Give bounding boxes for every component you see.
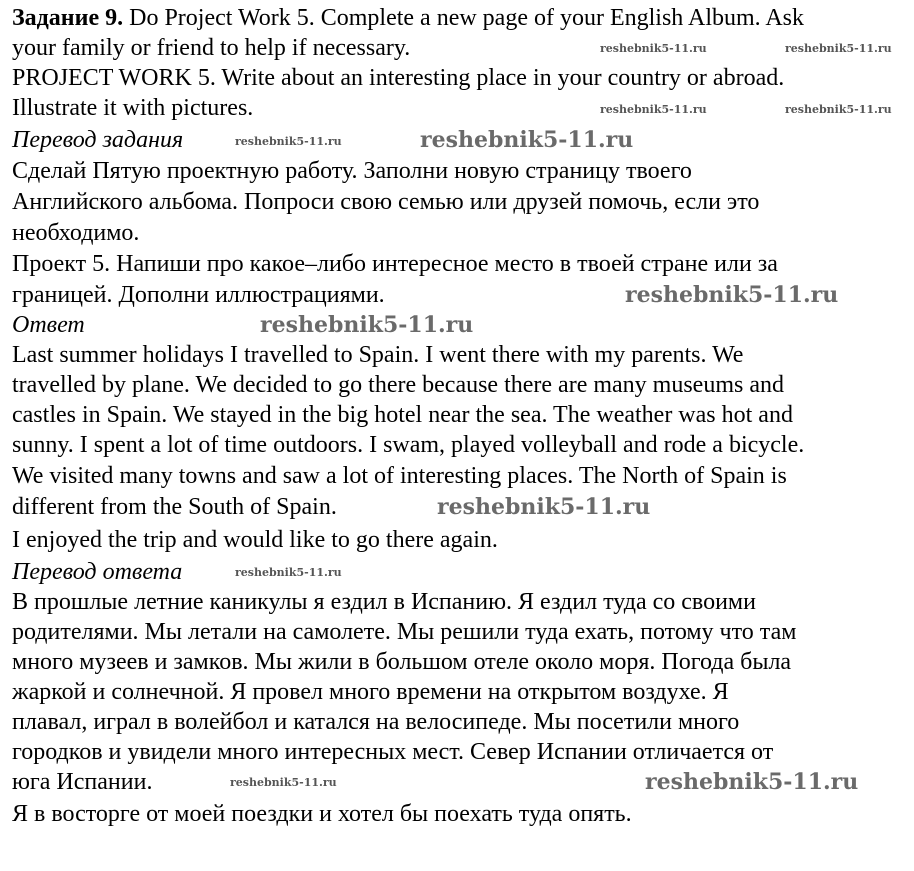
watermark: reshebnik5-11.ru	[625, 282, 839, 308]
task-line: your family or friend to help if necessary.	[12, 35, 411, 61]
task-translation-line: границей. Дополни иллюстрациями.	[12, 282, 385, 308]
answer-translation-line: родителями. Мы летали на самолете. Мы решили туда ехать, потому что там	[12, 619, 797, 645]
answer-line: sunny. I spent a lot of time outdoors. I swam, played volleyball and rode a bicycle.	[12, 432, 805, 458]
answer-line: travelled by plane. We decided to go there because there are many museums and	[12, 372, 784, 398]
answer-translation-heading: Перевод ответа	[12, 559, 183, 585]
answer-translation-line: юга Испании.	[12, 769, 153, 795]
answer-line: I enjoyed the trip and would like to go there again.	[12, 527, 498, 553]
answer-translation-line: городков и увидели много интересных мест. Север Испании отличается от	[12, 739, 774, 765]
answer-translation-line: много музеев и замков. Мы жили в большом отеле около моря. Погода была	[12, 649, 792, 675]
watermark: reshebnik5-11.ru	[600, 103, 707, 116]
task-translation-heading: Перевод задания	[12, 127, 184, 153]
answer-line: We visited many towns and saw a lot of interesting places. The North of Spain is	[12, 463, 787, 489]
task-translation-line: необходимо.	[12, 220, 140, 246]
task-translation-line: Проект 5. Напиши про какое–либо интересное место в твоей стране или за	[12, 251, 778, 277]
answer-heading: Ответ	[12, 312, 85, 338]
answer-translation-line: жаркой и солнечной. Я провел много времени на открытом воздухе. Я	[12, 679, 729, 705]
watermark: reshebnik5-11.ru	[235, 566, 342, 579]
task-text: Do Project Work 5. Complete a new page of your English Album. Ask	[123, 5, 804, 31]
watermark: reshebnik5-11.ru	[230, 776, 337, 789]
watermark: reshebnik5-11.ru	[235, 135, 342, 148]
task-translation-line: Английского альбома. Попроси свою семью или друзей помочь, если это	[12, 189, 760, 215]
answer-translation-line: Я в восторге от моей поездки и хотел бы поехать туда опять.	[12, 801, 632, 827]
watermark: reshebnik5-11.ru	[785, 42, 892, 55]
watermark: reshebnik5-11.ru	[420, 127, 634, 153]
watermark: reshebnik5-11.ru	[437, 494, 651, 520]
task-line-1	[12, 3, 804, 33]
watermark: reshebnik5-11.ru	[785, 103, 892, 116]
answer-translation-line: В прошлые летние каникулы я ездил в Испанию. Я ездил туда со своими	[12, 589, 756, 615]
answer-line: castles in Spain. We stayed in the big hotel near the sea. The weather was hot and	[12, 402, 793, 428]
task-line: Illustrate it with pictures.	[12, 95, 254, 121]
task-line: PROJECT WORK 5. Write about an interesting place in your country or abroad.	[12, 65, 785, 91]
watermark: reshebnik5-11.ru	[260, 312, 474, 338]
watermark: reshebnik5-11.ru	[645, 769, 859, 795]
task-translation-line: Сделай Пятую проектную работу. Заполни новую страницу твоего	[12, 158, 692, 184]
task-label: Задание 9.	[12, 5, 124, 31]
answer-line: different from the South of Spain.	[12, 494, 337, 520]
watermark: reshebnik5-11.ru	[600, 42, 707, 55]
answer-translation-line: плавал, играл в волейбол и катался на велосипеде. Мы посетили много	[12, 709, 740, 735]
answer-line: Last summer holidays I travelled to Spain. I went there with my parents. We	[12, 342, 744, 368]
